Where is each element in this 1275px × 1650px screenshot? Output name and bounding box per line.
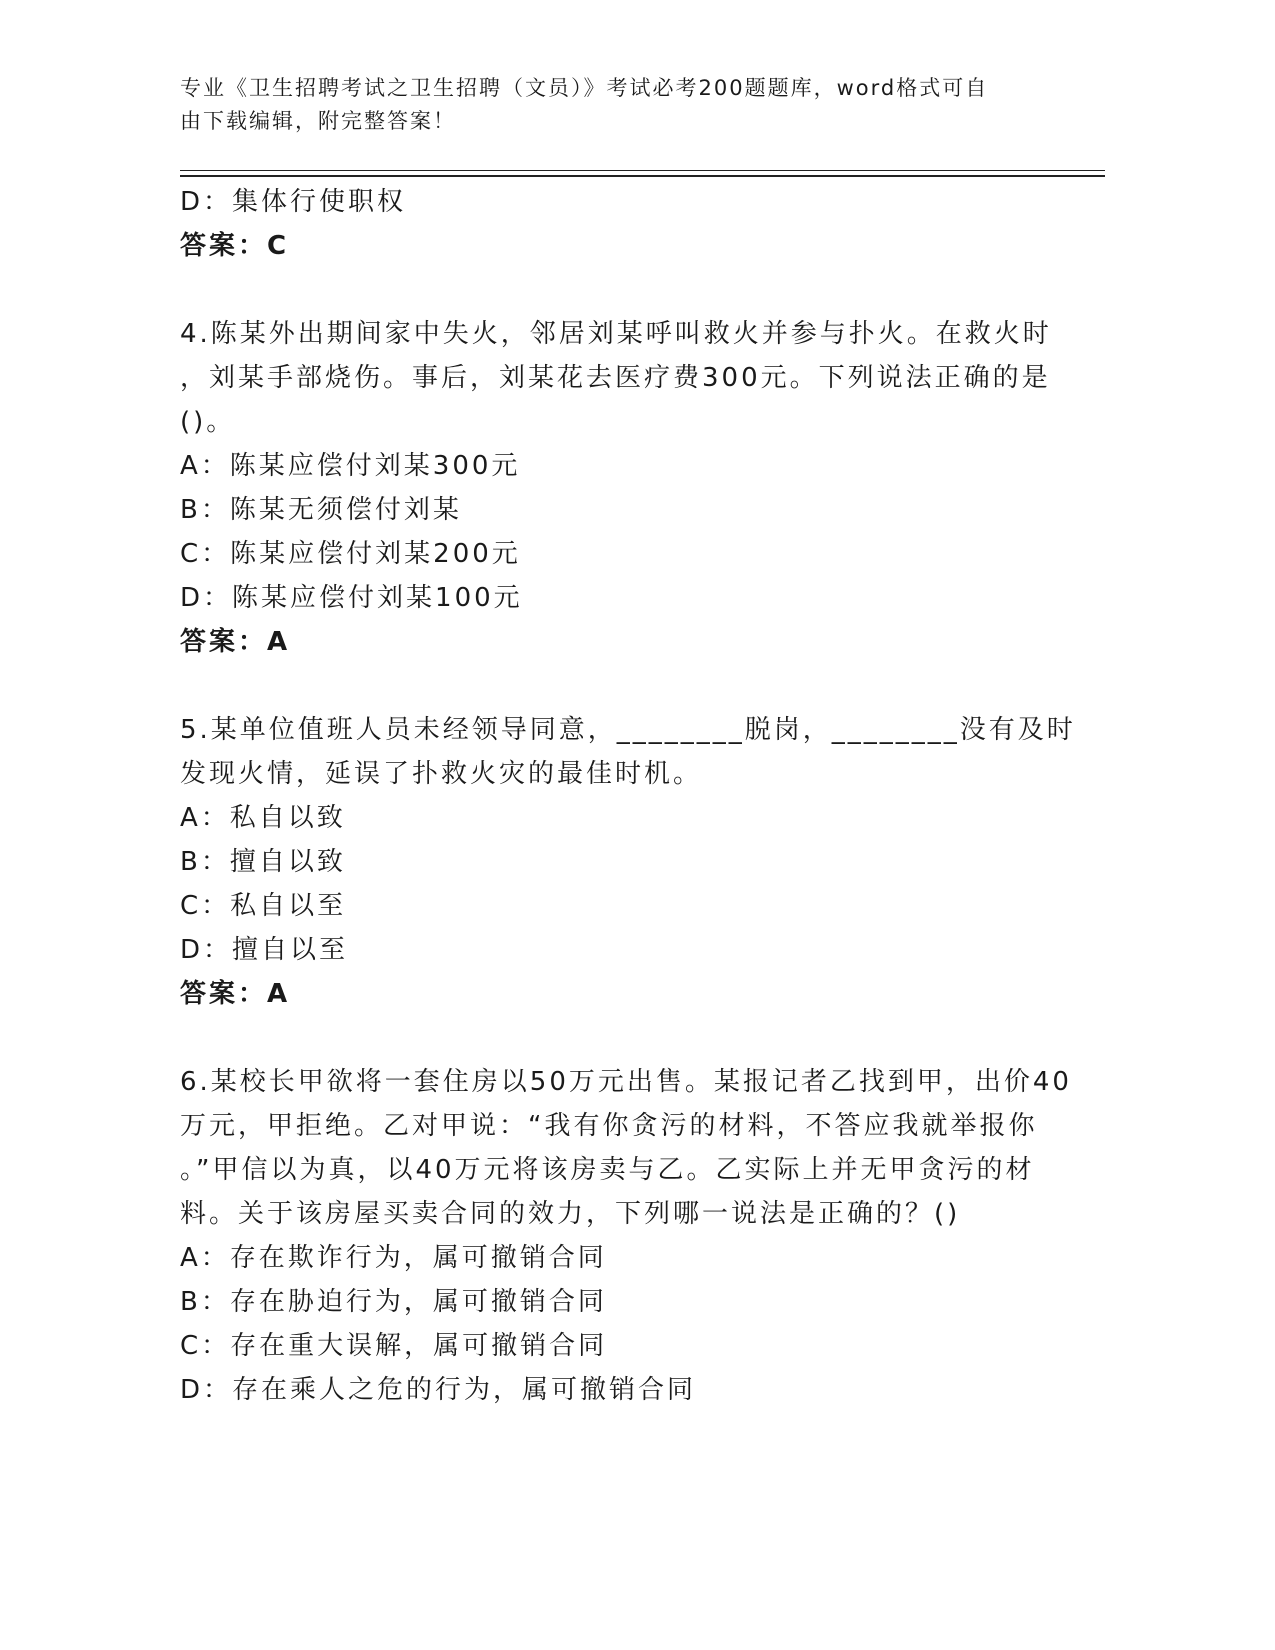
question-stem-line: 。”甲信以为真，以40万元将该房卖与乙。乙实际上并无甲贪污的材	[180, 1155, 1035, 1185]
question-stem-line: 4.陈某外出期间家中失火，邻居刘某呼叫救火并参与扑火。在救火时	[180, 319, 1052, 349]
question-stem-line: 万元，甲拒绝。乙对甲说：“我有你贪污的材料，不答应我就举报你	[180, 1111, 1038, 1141]
header-divider-thick	[180, 175, 1105, 177]
question-stem-line: ()。	[180, 407, 236, 437]
option-a: A：私自以致	[180, 803, 346, 833]
header-line-2: 由下载编辑，附完整答案！	[180, 109, 456, 133]
question-6	[180, 1060, 1072, 1412]
header-divider-thin	[180, 170, 1105, 171]
document-header	[180, 72, 1040, 138]
question-5	[180, 708, 1076, 1016]
question-stem-line: 发现火情，延误了扑救火灾的最佳时机。	[180, 759, 703, 789]
option-d: D：陈某应偿付刘某100元	[180, 583, 523, 613]
option-c: C：私自以至	[180, 891, 347, 921]
prev-answer: 答案：C	[180, 231, 290, 261]
prev-option-d: D：集体行使职权	[180, 187, 407, 217]
spacer	[180, 664, 1050, 708]
answer: 答案：A	[180, 627, 291, 657]
question-stem-line: 5.某单位值班人员未经领导同意，________脱岗，________没有及时	[180, 715, 1076, 745]
option-c: C：存在重大误解，属可撤销合同	[180, 1331, 608, 1361]
header-line-1: 专业《卫生招聘考试之卫生招聘（文员）》考试必考200题题库，word格式可自	[180, 76, 989, 100]
question-stem-line: 料。关于该房屋买卖合同的效力，下列哪一说法是正确的？()	[180, 1199, 961, 1229]
question-list	[180, 180, 1076, 1412]
option-d: D：存在乘人之危的行为，属可撤销合同	[180, 1375, 697, 1405]
question-stem-line: ，刘某手部烧伤。事后，刘某花去医疗费300元。下列说法正确的是	[180, 363, 1051, 393]
option-d: D：擅自以至	[180, 935, 349, 965]
option-a: A：存在欺诈行为，属可撤销合同	[180, 1243, 607, 1273]
option-c: C：陈某应偿付刘某200元	[180, 539, 521, 569]
option-b: B：陈某无须偿付刘某	[180, 495, 462, 525]
spacer	[180, 1016, 1050, 1060]
question-4	[180, 312, 1050, 664]
answer: 答案：A	[180, 979, 291, 1009]
question-stem-line: 6.某校长甲欲将一套住房以50万元出售。某报记者乙找到甲，出价40	[180, 1067, 1072, 1097]
spacer	[180, 268, 1050, 312]
option-b: B：擅自以致	[180, 847, 346, 877]
option-b: B：存在胁迫行为，属可撤销合同	[180, 1287, 607, 1317]
option-a: A：陈某应偿付刘某300元	[180, 451, 521, 481]
